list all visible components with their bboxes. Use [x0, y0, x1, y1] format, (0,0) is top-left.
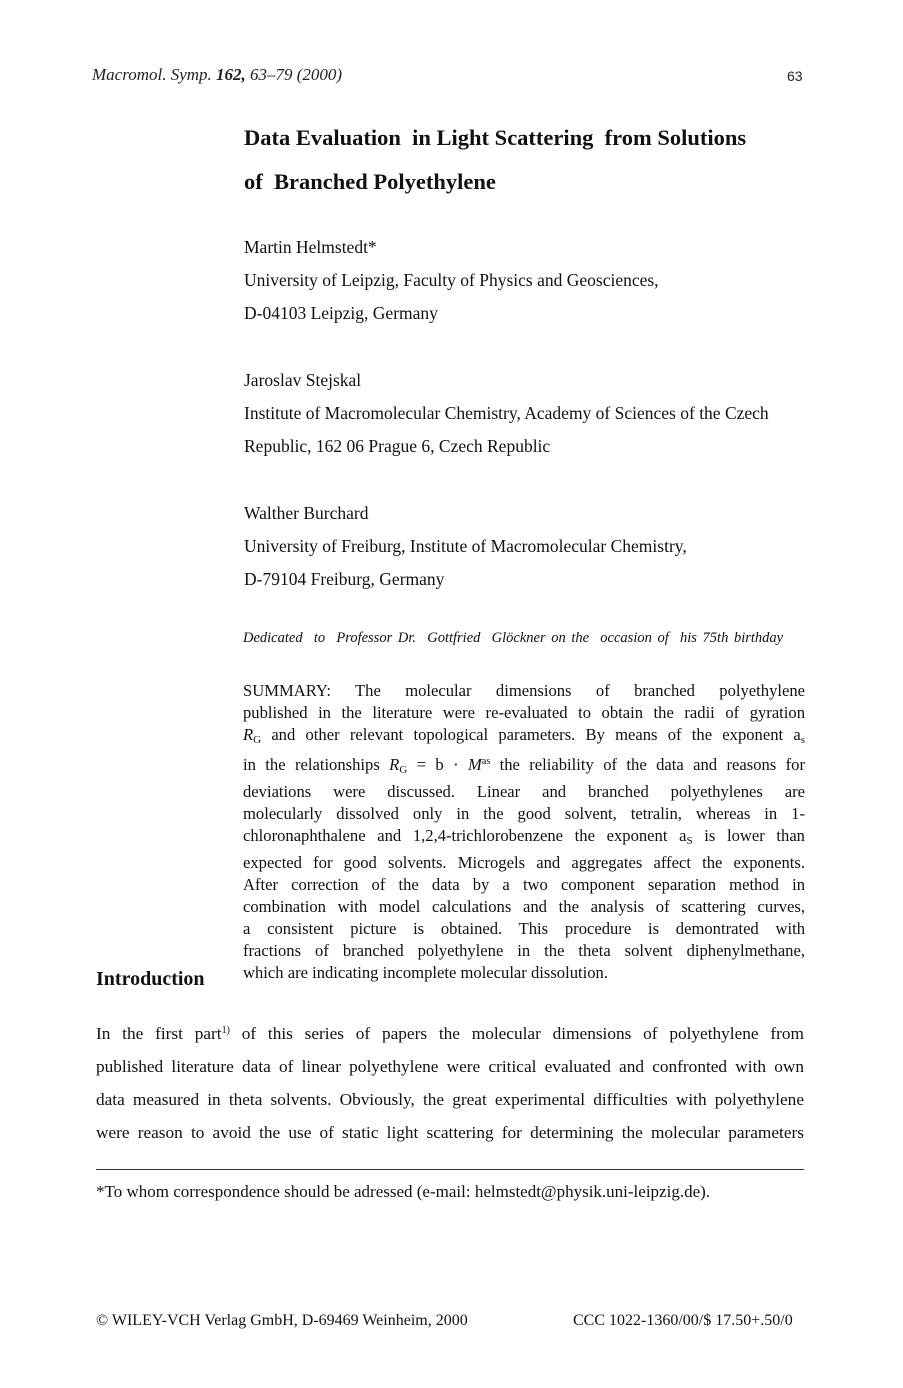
paragraph-line: In the first part$^{1)}$ of this series of papers the molecular dimensions of polyethylene from — [96, 1024, 804, 1043]
journal-pages-year: 63–79 (2000) — [250, 65, 343, 84]
summary-line: After correction of the data by a two component separation method in — [243, 875, 805, 894]
paper-title — [244, 116, 844, 204]
paragraph-line: data measured in theta solvents. Obviously, the great experimental difficulties with polyethylene — [96, 1090, 804, 1109]
author-name: Martin Helmstedt* — [244, 237, 377, 257]
summary-line: fractions of branched polyethylene in the theta solvent diphenylmethane, — [243, 941, 805, 960]
title-line-2: of Branched Polyethylene — [244, 169, 496, 194]
summary-line: expected for good solvents. Microgels and aggregates affect the exponents. — [243, 853, 805, 872]
dedication: Dedicated to Professor Dr. Gottfried Glöckner on the occasion of his 75th birthday — [243, 630, 784, 646]
summary-line: molecularly dissolved only in the good solvent, tetralin, whereas in 1- — [243, 804, 805, 823]
paragraph-line: published literature data of linear polyethylene were critical evaluated and confronted with own — [96, 1057, 804, 1076]
author-affiliation-line: University of Leipzig, Faculty of Physics and Geosciences, — [244, 270, 659, 290]
ccc-code: CCC 1022-1360/00/$ 17.50+.50/0 — [573, 1312, 793, 1329]
author-block-3 — [244, 497, 687, 596]
summary-line: deviations were discussed. Linear and branched polyethylenes are — [243, 782, 805, 801]
footnote-correspondence: *To whom correspondence should be adressed (e-mail: helmstedt@physik.uni-leipzig.de). — [96, 1182, 711, 1201]
summary-line: in the relationships $R_G = b \cdot M^{as}$ the reliability of the data and reasons for — [243, 755, 805, 776]
summary-line: which are indicating incomplete molecular dissolution. — [243, 963, 608, 982]
author-affiliation-line: D-04103 Leipzig, Germany — [244, 303, 438, 323]
summary-line: $R_G$ and other relevant topological parameters. By means of the exponent $a_s$ — [243, 725, 805, 746]
author-affiliation-line: University of Freiburg, Institute of Macromolecular Chemistry, — [244, 536, 687, 556]
summary-abstract — [243, 680, 805, 984]
author-name: Walther Burchard — [244, 503, 369, 523]
author-affiliation-line: Republic, 162 06 Prague 6, Czech Republic — [244, 436, 551, 456]
author-block-1 — [244, 231, 659, 330]
author-block-2 — [244, 364, 769, 463]
summary-line: a consistent picture is obtained. This procedure is demontrated with — [243, 919, 805, 938]
journal-name: Macromol. Symp. — [92, 65, 212, 84]
author-name: Jaroslav Stejskal — [244, 370, 362, 390]
summary-line: published in the literature were re-evaluated to obtain the radii of gyration — [243, 703, 805, 722]
reference-marker: 1) — [221, 1025, 230, 1036]
journal-citation — [92, 65, 342, 85]
copyright-notice: © WILEY-VCH Verlag GmbH, D-69469 Weinheim, 2000 — [96, 1312, 468, 1329]
section-heading-introduction: Introduction — [96, 968, 205, 990]
summary-line: combination with model calculations and the analysis of scattering curves, — [243, 897, 805, 916]
author-affiliation-line: D-79104 Freiburg, Germany — [244, 569, 445, 589]
summary-line: chloronaphthalene and 1,2,4-trichlorobenzene the exponent $a_S$ is lower than — [243, 826, 805, 847]
summary-line: SUMMARY: The molecular dimensions of branched polyethylene — [243, 681, 805, 700]
title-line-1: Data Evaluation in Light Scattering from Solutions — [244, 125, 747, 150]
author-affiliation-line: Institute of Macromolecular Chemistry, Academy of Sciences of the Czech — [244, 403, 769, 423]
introduction-paragraph — [96, 1014, 804, 1149]
footnote-divider — [96, 1169, 804, 1170]
journal-volume: 162, — [216, 65, 246, 84]
page-number: 63 — [787, 68, 803, 84]
paragraph-line: were reason to avoid the use of static light scattering for determining the molecular parameters — [96, 1123, 804, 1142]
